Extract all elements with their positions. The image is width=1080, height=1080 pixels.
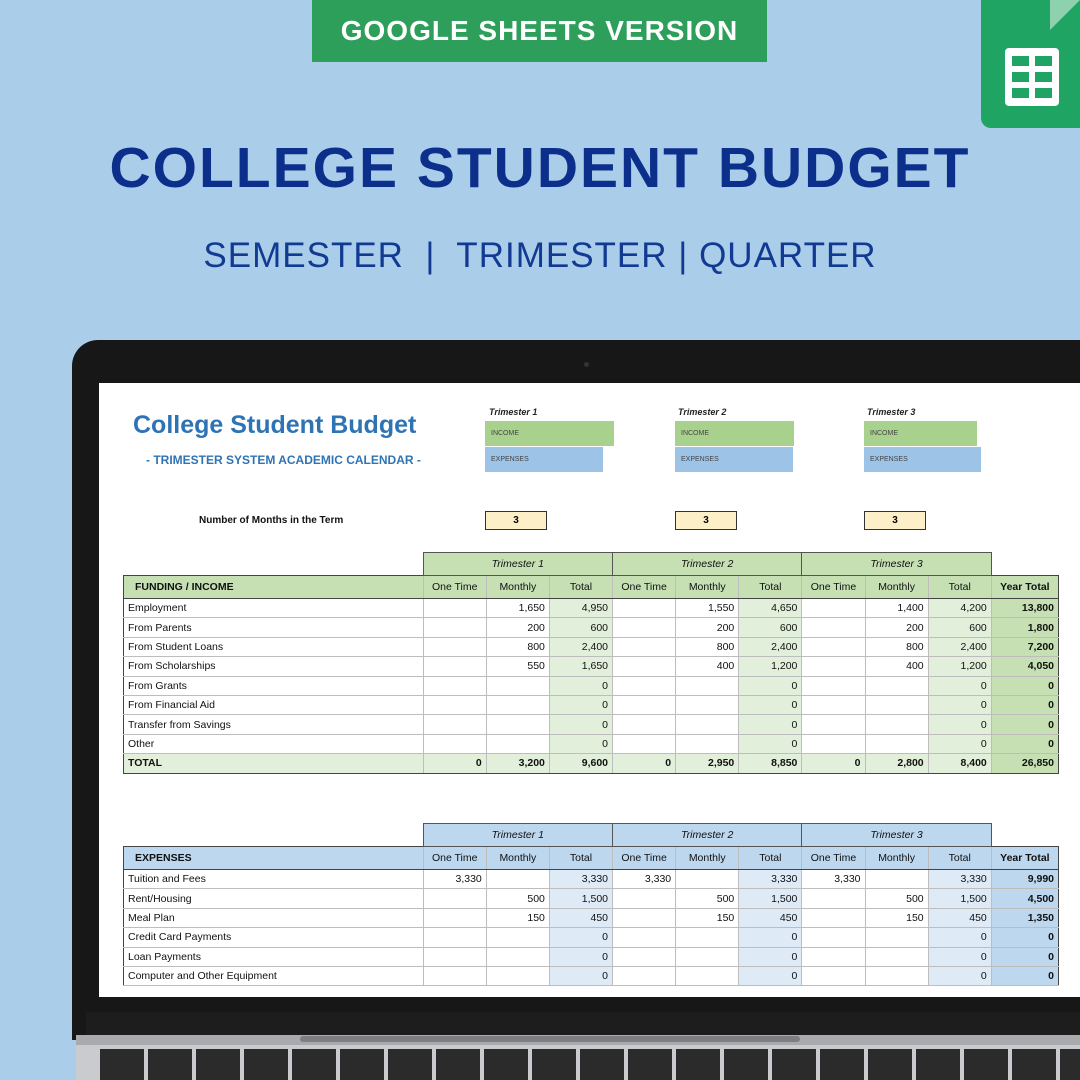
col-one-time: One Time — [613, 576, 676, 599]
row-label: Tuition and Fees — [124, 870, 424, 889]
table-row — [124, 947, 1059, 966]
value-cell[interactable] — [613, 715, 676, 734]
row-label: Transfer from Savings — [124, 715, 424, 734]
year-total-cell: 1,350 — [991, 908, 1058, 927]
value-cell[interactable] — [865, 870, 928, 889]
value-cell[interactable] — [423, 695, 486, 714]
trimester-1-months-input[interactable]: 3 — [485, 511, 547, 530]
value-cell[interactable] — [423, 928, 486, 947]
trimester-1-label: Trimester 1 — [489, 407, 538, 417]
value-cell[interactable] — [613, 889, 676, 908]
total-cell: 8,400 — [928, 754, 991, 773]
value-cell[interactable] — [613, 637, 676, 656]
table-row — [124, 618, 1059, 637]
table-row — [124, 908, 1059, 927]
total-cell: 4,650 — [739, 599, 802, 618]
value-cell[interactable] — [802, 947, 865, 966]
income-heading: FUNDING / INCOME — [124, 576, 424, 599]
value-cell[interactable] — [486, 928, 549, 947]
total-cell: 2,400 — [928, 637, 991, 656]
total-cell: 0 — [928, 966, 991, 985]
year-total-cell: 0 — [991, 928, 1058, 947]
value-cell[interactable] — [486, 947, 549, 966]
total-cell: 1,650 — [549, 657, 612, 676]
table-row — [124, 637, 1059, 656]
row-label: Rent/Housing — [124, 889, 424, 908]
value-cell[interactable]: 1,550 — [676, 599, 739, 618]
value-cell[interactable]: 150 — [865, 908, 928, 927]
trimester-3-income-legend[interactable]: INCOME — [864, 421, 977, 446]
total-cell: 0 — [549, 928, 612, 947]
table-row — [124, 715, 1059, 734]
value-cell[interactable] — [423, 966, 486, 985]
value-cell[interactable] — [613, 618, 676, 637]
row-label: From Parents — [124, 618, 424, 637]
value-cell[interactable]: 400 — [676, 657, 739, 676]
total-cell: 0 — [739, 947, 802, 966]
google-sheets-icon — [981, 0, 1080, 128]
total-cell: 600 — [739, 618, 802, 637]
value-cell[interactable] — [423, 908, 486, 927]
expenses-table — [123, 823, 1059, 986]
value-cell[interactable]: 800 — [676, 637, 739, 656]
total-cell: 600 — [549, 618, 612, 637]
value-cell[interactable]: 3,330 — [423, 870, 486, 889]
value-cell[interactable] — [802, 695, 865, 714]
row-label: From Scholarships — [124, 657, 424, 676]
value-cell[interactable]: 0 — [802, 754, 865, 773]
trimester-2-expenses-legend[interactable]: EXPENSES — [675, 447, 793, 472]
trimester-1-income-legend[interactable]: INCOME — [485, 421, 614, 446]
product-title: COLLEGE STUDENT BUDGET — [109, 136, 971, 200]
total-cell: 8,850 — [739, 754, 802, 773]
table-row — [124, 676, 1059, 695]
income-trimester-1-header: Trimester 1 — [423, 553, 612, 576]
value-cell[interactable] — [486, 870, 549, 889]
total-cell: 0 — [549, 966, 612, 985]
value-cell[interactable] — [486, 734, 549, 753]
value-cell[interactable] — [613, 966, 676, 985]
col-total: Total — [739, 847, 802, 870]
value-cell[interactable] — [613, 928, 676, 947]
sheet-subtitle: - TRIMESTER SYSTEM ACADEMIC CALENDAR - — [146, 453, 421, 467]
value-cell[interactable] — [423, 947, 486, 966]
total-cell: 3,330 — [739, 870, 802, 889]
value-cell[interactable] — [423, 637, 486, 656]
row-label: Computer and Other Equipment — [124, 966, 424, 985]
row-label: From Grants — [124, 676, 424, 695]
value-cell[interactable] — [486, 676, 549, 695]
total-cell: 0 — [549, 715, 612, 734]
col-total: Total — [549, 847, 612, 870]
value-cell[interactable] — [865, 966, 928, 985]
total-cell: 1,200 — [928, 657, 991, 676]
total-cell: 0 — [739, 676, 802, 695]
total-cell: 450 — [739, 908, 802, 927]
value-cell[interactable]: 3,200 — [486, 754, 549, 773]
value-cell[interactable] — [802, 928, 865, 947]
value-cell[interactable] — [486, 695, 549, 714]
trimester-2-income-legend[interactable]: INCOME — [675, 421, 794, 446]
row-label: TOTAL — [124, 754, 424, 773]
value-cell[interactable]: 550 — [486, 657, 549, 676]
total-cell: 0 — [739, 966, 802, 985]
trimester-2-months-input[interactable]: 3 — [675, 511, 737, 530]
expenses-heading: EXPENSES — [124, 847, 424, 870]
year-total-cell: 0 — [991, 695, 1058, 714]
total-cell: 0 — [549, 695, 612, 714]
trimester-2-label: Trimester 2 — [678, 407, 727, 417]
table-row — [124, 599, 1059, 618]
total-cell: 2,400 — [549, 637, 612, 656]
value-cell[interactable] — [802, 889, 865, 908]
value-cell[interactable]: 500 — [676, 889, 739, 908]
row-label: From Student Loans — [124, 637, 424, 656]
table-row — [124, 657, 1059, 676]
col-one-time: One Time — [423, 847, 486, 870]
value-cell[interactable] — [613, 908, 676, 927]
income-trimester-2-header: Trimester 2 — [613, 553, 802, 576]
total-cell: 2,400 — [739, 637, 802, 656]
row-label: Loan Payments — [124, 947, 424, 966]
value-cell[interactable] — [865, 734, 928, 753]
keyboard — [100, 1049, 1080, 1080]
row-label: Other — [124, 734, 424, 753]
total-cell: 1,500 — [549, 889, 612, 908]
year-total-cell: 0 — [991, 734, 1058, 753]
col-total: Total — [928, 847, 991, 870]
value-cell[interactable] — [802, 908, 865, 927]
income-table — [123, 552, 1059, 774]
value-cell[interactable]: 1,400 — [865, 599, 928, 618]
value-cell[interactable] — [802, 966, 865, 985]
year-total-cell: 1,800 — [991, 618, 1058, 637]
total-cell: 0 — [928, 695, 991, 714]
value-cell[interactable]: 2,950 — [676, 754, 739, 773]
value-cell[interactable]: 500 — [865, 889, 928, 908]
trimester-3-months-input[interactable]: 3 — [864, 511, 926, 530]
total-cell: 450 — [549, 908, 612, 927]
year-total-cell: 4,500 — [991, 889, 1058, 908]
col-one-time: One Time — [802, 576, 865, 599]
value-cell[interactable] — [676, 966, 739, 985]
expense-trimester-1-header: Trimester 1 — [423, 824, 612, 847]
value-cell[interactable] — [613, 676, 676, 695]
total-cell: 1,500 — [928, 889, 991, 908]
total-cell: 3,330 — [549, 870, 612, 889]
col-monthly: Monthly — [486, 576, 549, 599]
total-row — [124, 754, 1059, 773]
value-cell[interactable] — [865, 947, 928, 966]
spreadsheet-screen — [99, 383, 1080, 997]
year-total-cell: 4,050 — [991, 657, 1058, 676]
value-cell[interactable]: 200 — [486, 618, 549, 637]
total-cell: 1,500 — [739, 889, 802, 908]
row-label: Meal Plan — [124, 908, 424, 927]
col-total: Total — [739, 576, 802, 599]
year-total-cell: 26,850 — [991, 754, 1058, 773]
version-banner: GOOGLE SHEETS VERSION — [312, 0, 767, 62]
row-label: From Financial Aid — [124, 695, 424, 714]
value-cell[interactable] — [613, 695, 676, 714]
year-total-cell: 0 — [991, 947, 1058, 966]
value-cell[interactable] — [802, 676, 865, 695]
col-year-total: Year Total — [991, 576, 1058, 599]
total-cell: 4,950 — [549, 599, 612, 618]
value-cell[interactable] — [676, 928, 739, 947]
value-cell[interactable] — [613, 734, 676, 753]
table-row — [124, 870, 1059, 889]
total-cell: 0 — [739, 734, 802, 753]
col-one-time: One Time — [613, 847, 676, 870]
value-cell[interactable]: 0 — [423, 754, 486, 773]
trimester-3-label: Trimester 3 — [867, 407, 916, 417]
total-cell: 600 — [928, 618, 991, 637]
col-monthly: Monthly — [486, 847, 549, 870]
value-cell[interactable]: 500 — [486, 889, 549, 908]
total-cell: 0 — [928, 676, 991, 695]
product-subtitle: SEMESTER | TRIMESTER | QUARTER — [203, 236, 877, 275]
total-cell: 0 — [549, 676, 612, 695]
expense-trimester-2-header: Trimester 2 — [613, 824, 802, 847]
table-row — [124, 695, 1059, 714]
total-cell: 0 — [549, 947, 612, 966]
value-cell[interactable]: 150 — [486, 908, 549, 927]
value-cell[interactable] — [423, 715, 486, 734]
value-cell[interactable]: 3,330 — [802, 870, 865, 889]
value-cell[interactable] — [613, 657, 676, 676]
total-cell: 1,200 — [739, 657, 802, 676]
total-cell: 0 — [928, 734, 991, 753]
camera-icon — [584, 362, 589, 367]
value-cell[interactable] — [802, 618, 865, 637]
months-in-term-label: Number of Months in the Term — [199, 515, 344, 526]
year-total-cell: 13,800 — [991, 599, 1058, 618]
value-cell[interactable]: 2,800 — [865, 754, 928, 773]
value-cell[interactable]: 800 — [486, 637, 549, 656]
row-label: Credit Card Payments — [124, 928, 424, 947]
value-cell[interactable]: 800 — [865, 637, 928, 656]
total-cell: 0 — [928, 928, 991, 947]
col-total: Total — [928, 576, 991, 599]
total-cell: 0 — [928, 715, 991, 734]
total-cell: 450 — [928, 908, 991, 927]
value-cell[interactable] — [676, 734, 739, 753]
table-row — [124, 928, 1059, 947]
value-cell[interactable] — [613, 947, 676, 966]
year-total-cell: 0 — [991, 676, 1058, 695]
col-year-total: Year Total — [991, 847, 1058, 870]
sheet-title: College Student Budget — [133, 411, 417, 439]
col-total: Total — [549, 576, 612, 599]
total-cell: 4,200 — [928, 599, 991, 618]
col-one-time: One Time — [423, 576, 486, 599]
value-cell[interactable]: 0 — [613, 754, 676, 773]
value-cell[interactable] — [802, 715, 865, 734]
trimester-3-expenses-legend[interactable]: EXPENSES — [864, 447, 981, 472]
value-cell[interactable] — [865, 695, 928, 714]
col-one-time: One Time — [802, 847, 865, 870]
value-cell[interactable]: 3,330 — [613, 870, 676, 889]
col-monthly: Monthly — [676, 847, 739, 870]
value-cell[interactable] — [802, 657, 865, 676]
total-cell: 0 — [739, 695, 802, 714]
income-trimester-3-header: Trimester 3 — [802, 553, 991, 576]
value-cell[interactable] — [676, 715, 739, 734]
value-cell[interactable] — [423, 734, 486, 753]
col-monthly: Monthly — [865, 847, 928, 870]
value-cell[interactable] — [486, 966, 549, 985]
value-cell[interactable] — [676, 947, 739, 966]
total-cell: 9,600 — [549, 754, 612, 773]
value-cell[interactable] — [865, 676, 928, 695]
laptop-hinge — [86, 1012, 1080, 1036]
value-cell[interactable] — [802, 734, 865, 753]
value-cell[interactable] — [865, 715, 928, 734]
value-cell[interactable] — [423, 599, 486, 618]
total-cell: 3,330 — [928, 870, 991, 889]
value-cell[interactable]: 150 — [676, 908, 739, 927]
value-cell[interactable]: 1,650 — [486, 599, 549, 618]
col-monthly: Monthly — [676, 576, 739, 599]
total-cell: 0 — [739, 928, 802, 947]
value-cell[interactable]: 400 — [865, 657, 928, 676]
table-row — [124, 966, 1059, 985]
total-cell: 0 — [739, 715, 802, 734]
value-cell[interactable] — [802, 599, 865, 618]
value-cell[interactable] — [423, 889, 486, 908]
total-cell: 0 — [549, 734, 612, 753]
value-cell[interactable] — [676, 870, 739, 889]
value-cell[interactable] — [423, 657, 486, 676]
row-label: Employment — [124, 599, 424, 618]
expense-trimester-3-header: Trimester 3 — [802, 824, 991, 847]
trimester-1-expenses-legend[interactable]: EXPENSES — [485, 447, 603, 472]
value-cell[interactable]: 200 — [676, 618, 739, 637]
value-cell[interactable] — [613, 599, 676, 618]
value-cell[interactable] — [423, 676, 486, 695]
table-row — [124, 734, 1059, 753]
year-total-cell: 0 — [991, 966, 1058, 985]
value-cell[interactable] — [676, 676, 739, 695]
year-total-cell: 7,200 — [991, 637, 1058, 656]
value-cell[interactable] — [676, 695, 739, 714]
table-row — [124, 889, 1059, 908]
year-total-cell: 9,990 — [991, 870, 1058, 889]
value-cell[interactable]: 200 — [865, 618, 928, 637]
total-cell: 0 — [928, 947, 991, 966]
value-cell[interactable] — [423, 618, 486, 637]
value-cell[interactable] — [486, 715, 549, 734]
value-cell[interactable] — [865, 928, 928, 947]
year-total-cell: 0 — [991, 715, 1058, 734]
value-cell[interactable] — [802, 637, 865, 656]
col-monthly: Monthly — [865, 576, 928, 599]
